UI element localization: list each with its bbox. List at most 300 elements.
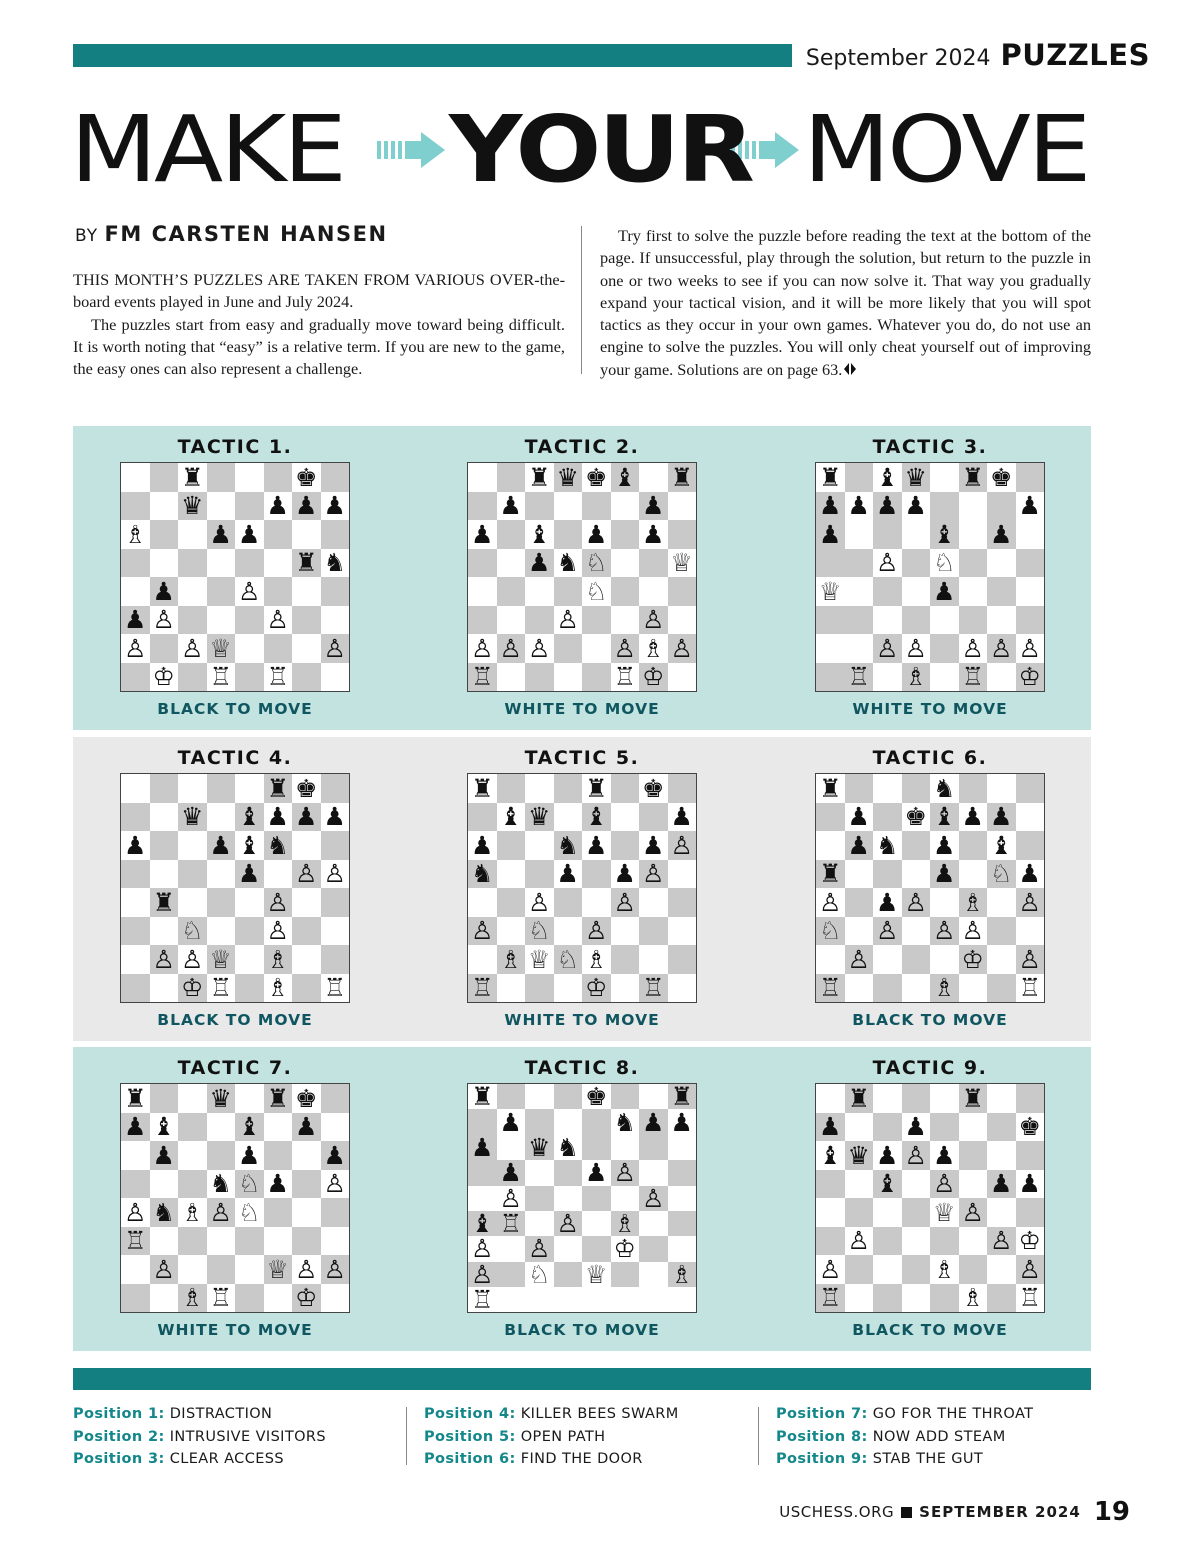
board-square xyxy=(639,1236,668,1261)
black-pawn-icon: ♟ xyxy=(292,492,321,521)
board-square xyxy=(987,888,1016,917)
white-pawn-icon: ♙ xyxy=(150,606,179,635)
black-rook-icon: ♜ xyxy=(468,774,497,803)
intro-paragraph: THIS MONTH’S PUZZLES ARE TAKEN FROM VARIOUS OVER-the-board events played in June and July 2024. xyxy=(73,270,565,312)
board-square xyxy=(639,917,668,946)
board-square xyxy=(902,1170,931,1199)
white-rook-icon: ♖ xyxy=(1016,1284,1045,1313)
side-to-move: BLACK TO MOVE xyxy=(504,1321,660,1339)
board-square xyxy=(554,917,583,946)
black-pawn-icon: ♟ xyxy=(468,520,497,549)
board-square xyxy=(525,974,554,1003)
hint-label: Position 9: xyxy=(776,1451,868,1467)
black-bishop-icon: ♝ xyxy=(987,831,1016,860)
board-square xyxy=(554,577,583,606)
hints-divider xyxy=(406,1407,407,1465)
tactic-2 xyxy=(467,426,697,726)
board-square xyxy=(468,549,497,578)
board-square xyxy=(930,1227,959,1256)
board-square xyxy=(121,803,150,832)
black-pawn-icon: ♟ xyxy=(959,803,988,832)
white-pawn-icon: ♙ xyxy=(121,634,150,663)
board-square xyxy=(468,463,497,492)
white-bishop-icon: ♗ xyxy=(930,1255,959,1284)
board-square xyxy=(121,1170,150,1199)
black-pawn-icon: ♟ xyxy=(264,1170,293,1199)
black-pawn-icon: ♟ xyxy=(816,520,845,549)
black-king-icon: ♚ xyxy=(292,774,321,803)
board-square xyxy=(611,606,640,635)
white-rook-icon: ♖ xyxy=(639,974,668,1003)
board-square xyxy=(292,945,321,974)
board-square xyxy=(582,634,611,663)
white-queen-icon: ♕ xyxy=(207,634,236,663)
white-pawn-icon: ♙ xyxy=(902,888,931,917)
board-square xyxy=(1016,803,1045,832)
board-square xyxy=(582,492,611,521)
chessboard xyxy=(467,1083,697,1313)
board-square xyxy=(150,1170,179,1199)
black-rook-icon: ♜ xyxy=(816,774,845,803)
side-to-move: BLACK TO MOVE xyxy=(852,1321,1008,1339)
white-pawn-icon: ♙ xyxy=(1016,1255,1045,1284)
board-square xyxy=(987,1284,1016,1313)
white-pawn-icon: ♙ xyxy=(150,945,179,974)
intro-right-column xyxy=(600,225,1091,381)
board-square xyxy=(1016,463,1045,492)
board-square xyxy=(668,1160,697,1185)
hint-text: KILLER BEES SWARM xyxy=(520,1406,679,1422)
black-rook-icon: ♜ xyxy=(668,1084,697,1109)
black-pawn-icon: ♟ xyxy=(150,1141,179,1170)
black-pawn-icon: ♟ xyxy=(554,860,583,889)
white-bishop-icon: ♗ xyxy=(264,945,293,974)
board-square xyxy=(959,774,988,803)
board-square xyxy=(816,1198,845,1227)
board-square xyxy=(321,945,350,974)
side-to-move: WHITE TO MOVE xyxy=(504,1011,660,1029)
board-square xyxy=(497,1135,526,1160)
page-footer xyxy=(779,1497,1130,1527)
black-pawn-icon: ♟ xyxy=(497,1160,526,1185)
black-pawn-icon: ♟ xyxy=(930,831,959,860)
board-square xyxy=(321,520,350,549)
white-pawn-icon: ♙ xyxy=(525,888,554,917)
board-square xyxy=(525,1186,554,1211)
board-square xyxy=(582,1109,611,1134)
black-knight-icon: ♞ xyxy=(554,831,583,860)
board-square xyxy=(292,888,321,917)
board-square xyxy=(902,1284,931,1313)
board-square xyxy=(178,1227,207,1256)
board-square xyxy=(121,663,150,692)
black-pawn-icon: ♟ xyxy=(468,831,497,860)
board-square xyxy=(292,577,321,606)
black-rook-icon: ♜ xyxy=(816,860,845,889)
board-square xyxy=(668,663,697,692)
byline-prefix: BY xyxy=(75,226,99,246)
issue-date: September 2024 xyxy=(805,46,991,71)
board-square xyxy=(207,1113,236,1142)
board-square xyxy=(1016,1084,1045,1113)
board-square xyxy=(497,917,526,946)
board-square xyxy=(121,974,150,1003)
white-pawn-icon: ♙ xyxy=(959,634,988,663)
white-pawn-icon: ♙ xyxy=(611,1160,640,1185)
black-pawn-icon: ♟ xyxy=(816,1113,845,1142)
board-square xyxy=(321,831,350,860)
board-square xyxy=(930,663,959,692)
board-square xyxy=(611,917,640,946)
black-pawn-icon: ♟ xyxy=(930,860,959,889)
board-square xyxy=(178,663,207,692)
white-pawn-icon: ♙ xyxy=(321,634,350,663)
white-king-icon: ♔ xyxy=(1016,1227,1045,1256)
board-square xyxy=(930,1084,959,1113)
board-square xyxy=(150,917,179,946)
black-king-icon: ♚ xyxy=(987,463,1016,492)
board-square xyxy=(668,520,697,549)
board-square xyxy=(235,917,264,946)
board-square xyxy=(845,774,874,803)
board-square xyxy=(987,577,1016,606)
board-square xyxy=(321,663,350,692)
board-square xyxy=(873,1198,902,1227)
board-square xyxy=(845,634,874,663)
black-knight-icon: ♞ xyxy=(150,1198,179,1227)
black-pawn-icon: ♟ xyxy=(902,492,931,521)
board-square xyxy=(639,803,668,832)
black-bishop-icon: ♝ xyxy=(611,463,640,492)
white-pawn-icon: ♙ xyxy=(121,1198,150,1227)
white-queen-icon: ♕ xyxy=(582,1262,611,1287)
board-square xyxy=(1016,577,1045,606)
hint-text: FIND THE DOOR xyxy=(520,1451,643,1467)
board-square xyxy=(668,1211,697,1236)
board-square xyxy=(207,1255,236,1284)
board-square xyxy=(554,1236,583,1261)
black-pawn-icon: ♟ xyxy=(1016,860,1045,889)
board-square xyxy=(668,606,697,635)
white-king-icon: ♔ xyxy=(178,974,207,1003)
hint-label: Position 5: xyxy=(424,1428,516,1445)
board-square xyxy=(582,1236,611,1261)
board-square xyxy=(816,634,845,663)
board-square xyxy=(207,860,236,889)
board-square xyxy=(639,888,668,917)
hint-label: Position 2: xyxy=(73,1428,165,1445)
board-square xyxy=(321,1084,350,1113)
white-bishop-icon: ♗ xyxy=(178,1198,207,1227)
section-title: PUZZLES xyxy=(1000,38,1150,72)
board-square xyxy=(150,1084,179,1113)
white-pawn-icon: ♙ xyxy=(468,1236,497,1261)
board-square xyxy=(930,888,959,917)
tactic-title: TACTIC 2. xyxy=(524,436,640,458)
board-square xyxy=(121,945,150,974)
board-square xyxy=(264,463,293,492)
white-knight-icon: ♘ xyxy=(525,917,554,946)
board-square xyxy=(235,463,264,492)
white-pawn-icon: ♙ xyxy=(178,634,207,663)
board-square xyxy=(930,606,959,635)
board-square xyxy=(873,577,902,606)
white-rook-icon: ♖ xyxy=(816,974,845,1003)
tactic-6 xyxy=(815,737,1045,1037)
board-square xyxy=(525,1160,554,1185)
black-knight-icon: ♞ xyxy=(264,831,293,860)
white-bishop-icon: ♗ xyxy=(902,663,931,692)
board-square xyxy=(902,974,931,1003)
board-square xyxy=(845,463,874,492)
black-bishop-icon: ♝ xyxy=(235,831,264,860)
side-to-move: WHITE TO MOVE xyxy=(504,700,660,718)
black-pawn-icon: ♟ xyxy=(873,1141,902,1170)
white-pawn-icon: ♙ xyxy=(292,860,321,889)
black-knight-icon: ♞ xyxy=(554,549,583,578)
white-pawn-icon: ♙ xyxy=(1016,945,1045,974)
board-square xyxy=(987,606,1016,635)
board-square xyxy=(121,1141,150,1170)
board-square xyxy=(611,974,640,1003)
black-knight-icon: ♞ xyxy=(611,1109,640,1134)
hints-column-3 xyxy=(776,1403,1106,1471)
hint-line xyxy=(424,1426,754,1449)
board-square xyxy=(235,606,264,635)
white-pawn-icon: ♙ xyxy=(816,888,845,917)
white-bishop-icon: ♗ xyxy=(639,634,668,663)
hint-label: Position 6: xyxy=(424,1451,516,1467)
tactic-8 xyxy=(467,1047,697,1347)
black-rook-icon: ♜ xyxy=(178,463,207,492)
board-square xyxy=(611,520,640,549)
black-queen-icon: ♛ xyxy=(207,1084,236,1113)
board-square xyxy=(1016,917,1045,946)
hints-column-1 xyxy=(73,1403,403,1471)
board-square xyxy=(150,831,179,860)
white-pawn-icon: ♙ xyxy=(639,1186,668,1211)
board-square xyxy=(987,1113,1016,1142)
white-pawn-icon: ♙ xyxy=(178,945,207,974)
board-square xyxy=(264,1141,293,1170)
board-square xyxy=(121,549,150,578)
board-square xyxy=(321,1198,350,1227)
black-pawn-icon: ♟ xyxy=(207,520,236,549)
board-square xyxy=(987,945,1016,974)
board-square xyxy=(178,1084,207,1113)
board-square xyxy=(845,606,874,635)
black-pawn-icon: ♟ xyxy=(235,860,264,889)
board-square xyxy=(178,1170,207,1199)
board-square xyxy=(873,663,902,692)
white-pawn-icon: ♙ xyxy=(873,549,902,578)
white-pawn-icon: ♙ xyxy=(959,917,988,946)
board-square xyxy=(582,1211,611,1236)
board-square xyxy=(668,492,697,521)
hint-label: Position 4: xyxy=(424,1406,516,1422)
board-square xyxy=(178,888,207,917)
board-square xyxy=(321,577,350,606)
black-pawn-icon: ♟ xyxy=(121,606,150,635)
board-square xyxy=(525,1211,554,1236)
white-queen-icon: ♕ xyxy=(207,945,236,974)
board-square xyxy=(816,606,845,635)
black-rook-icon: ♜ xyxy=(959,463,988,492)
board-square xyxy=(639,1084,668,1109)
tactic-title: TACTIC 3. xyxy=(872,436,988,458)
board-square xyxy=(873,803,902,832)
tactic-title: TACTIC 4. xyxy=(177,747,293,769)
board-square xyxy=(987,1084,1016,1113)
board-square xyxy=(207,1227,236,1256)
black-bishop-icon: ♝ xyxy=(930,803,959,832)
board-square xyxy=(959,1170,988,1199)
black-pawn-icon: ♟ xyxy=(264,803,293,832)
board-square xyxy=(207,774,236,803)
board-square xyxy=(554,1084,583,1109)
board-square xyxy=(582,860,611,889)
white-pawn-icon: ♙ xyxy=(1016,888,1045,917)
board-square xyxy=(959,1255,988,1284)
white-queen-icon: ♕ xyxy=(668,549,697,578)
hint-text: CLEAR ACCESS xyxy=(169,1451,284,1467)
tactic-title: TACTIC 1. xyxy=(177,436,293,458)
board-square xyxy=(668,917,697,946)
board-square xyxy=(611,831,640,860)
footer-date: SEPTEMBER 2024 xyxy=(919,1503,1081,1521)
white-queen-icon: ♕ xyxy=(930,1198,959,1227)
board-square xyxy=(987,774,1016,803)
hint-text: DISTRACTION xyxy=(169,1406,273,1422)
white-bishop-icon: ♗ xyxy=(497,945,526,974)
board-square xyxy=(554,1109,583,1134)
board-square xyxy=(235,945,264,974)
headline xyxy=(70,95,1110,205)
board-square xyxy=(611,1186,640,1211)
board-square xyxy=(121,917,150,946)
board-square xyxy=(611,1084,640,1109)
white-pawn-icon: ♙ xyxy=(554,606,583,635)
board-square xyxy=(959,577,988,606)
white-pawn-icon: ♙ xyxy=(264,888,293,917)
black-bishop-icon: ♝ xyxy=(468,1211,497,1236)
puzzle-row-1 xyxy=(73,426,1091,730)
black-bishop-icon: ♝ xyxy=(873,1170,902,1199)
board-square xyxy=(178,577,207,606)
black-knight-icon: ♞ xyxy=(554,1135,583,1160)
board-square xyxy=(554,774,583,803)
white-pawn-icon: ♙ xyxy=(525,634,554,663)
white-pawn-icon: ♙ xyxy=(468,1262,497,1287)
black-pawn-icon: ♟ xyxy=(611,860,640,889)
white-rook-icon: ♖ xyxy=(845,663,874,692)
intro-left-column xyxy=(73,269,565,380)
board-square xyxy=(178,860,207,889)
board-square xyxy=(639,1160,668,1185)
board-square xyxy=(468,1109,497,1134)
white-rook-icon: ♖ xyxy=(816,1284,845,1313)
footer-site: USCHESS.ORG xyxy=(779,1503,895,1521)
black-pawn-icon: ♟ xyxy=(582,520,611,549)
black-rook-icon: ♜ xyxy=(582,774,611,803)
board-square xyxy=(264,860,293,889)
white-knight-icon: ♘ xyxy=(178,917,207,946)
black-knight-icon: ♞ xyxy=(321,549,350,578)
board-square xyxy=(668,1186,697,1211)
board-square xyxy=(292,917,321,946)
board-square xyxy=(207,803,236,832)
board-square xyxy=(497,974,526,1003)
board-square xyxy=(873,520,902,549)
white-rook-icon: ♖ xyxy=(468,974,497,1003)
tactic-title: TACTIC 8. xyxy=(524,1057,640,1079)
black-pawn-icon: ♟ xyxy=(292,1113,321,1142)
black-pawn-icon: ♟ xyxy=(121,1113,150,1142)
board-square xyxy=(292,634,321,663)
black-pawn-icon: ♟ xyxy=(497,1109,526,1134)
headline-word-your: YOUR xyxy=(449,96,752,203)
black-pawn-icon: ♟ xyxy=(321,492,350,521)
white-queen-icon: ♕ xyxy=(525,945,554,974)
black-queen-icon: ♛ xyxy=(178,492,207,521)
board-square xyxy=(264,634,293,663)
board-square xyxy=(845,1255,874,1284)
black-knight-icon: ♞ xyxy=(468,860,497,889)
black-pawn-icon: ♟ xyxy=(987,1170,1016,1199)
board-square xyxy=(468,577,497,606)
board-square xyxy=(468,1186,497,1211)
black-queen-icon: ♛ xyxy=(178,803,207,832)
white-pawn-icon: ♙ xyxy=(668,831,697,860)
board-square xyxy=(845,577,874,606)
white-pawn-icon: ♙ xyxy=(930,1170,959,1199)
board-square xyxy=(959,1141,988,1170)
black-knight-icon: ♞ xyxy=(207,1170,236,1199)
black-pawn-icon: ♟ xyxy=(668,1109,697,1134)
white-rook-icon: ♖ xyxy=(959,663,988,692)
hint-text: OPEN PATH xyxy=(520,1428,606,1445)
board-square xyxy=(873,1255,902,1284)
white-pawn-icon: ♙ xyxy=(873,634,902,663)
chessboard xyxy=(467,773,697,1003)
board-square xyxy=(611,774,640,803)
board-square xyxy=(207,577,236,606)
author-name: FM CARSTEN HANSEN xyxy=(104,222,388,246)
board-square xyxy=(178,831,207,860)
board-square xyxy=(525,492,554,521)
board-square xyxy=(611,1262,640,1287)
board-square xyxy=(178,774,207,803)
white-pawn-icon: ♙ xyxy=(902,634,931,663)
white-queen-icon: ♕ xyxy=(816,577,845,606)
white-pawn-icon: ♙ xyxy=(497,634,526,663)
hint-text: STAB THE GUT xyxy=(872,1451,984,1467)
chessboard xyxy=(815,1083,1045,1313)
board-square xyxy=(987,549,1016,578)
board-square xyxy=(611,492,640,521)
black-knight-icon: ♞ xyxy=(930,774,959,803)
white-pawn-icon: ♙ xyxy=(497,1186,526,1211)
hint-line xyxy=(73,1403,403,1426)
board-square xyxy=(235,1084,264,1113)
board-square xyxy=(292,831,321,860)
board-square xyxy=(264,549,293,578)
white-pawn-icon: ♙ xyxy=(611,888,640,917)
board-square xyxy=(207,917,236,946)
white-bishop-icon: ♗ xyxy=(959,888,988,917)
column-divider xyxy=(581,226,582,374)
board-square xyxy=(902,549,931,578)
